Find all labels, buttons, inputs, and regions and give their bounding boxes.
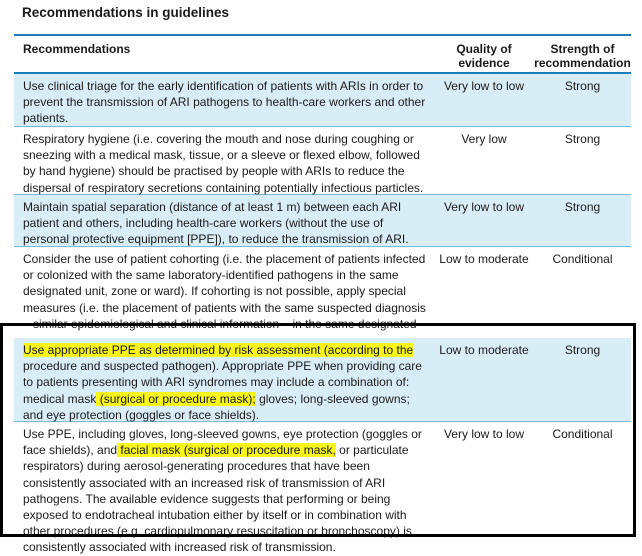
- quality-cell: Very low: [461, 132, 507, 146]
- table-row: [14, 422, 631, 555]
- table-row: [14, 127, 631, 195]
- recommendation-text: Use clinical triage for the early identification of patients with ARIs in order to prevent the transmission of ARI pathogens to health-care workers and other patients.: [23, 79, 426, 126]
- header-recommendations: Recommendations: [23, 42, 131, 56]
- recommendations-table: [14, 34, 631, 555]
- table-row: [14, 247, 631, 335]
- highlighted-text: (surgical or procedure mask);: [96, 391, 256, 406]
- recommendation-text: Consider the use of patient cohorting (i.e. the placement of patients infected or colonized with the same laboratory-identified pathogens in the same designated unit, zone or ward). If cohorting is not possible, apply special measures (i.e. the placement of patients with the same suspected diagnosis – similar epidemiological and clinical information – in the same designated: [23, 252, 426, 331]
- recommendation-text: Use appropriate PPE as determined by risk assessment (according to the procedure and suspected pathogen). Appropriate PPE when providing care to patients presenting with ARI syndromes may include a combination of: medical mask (surgical or procedure mask); gloves; long-sleeved gowns; and eye protection (goggles or face shields).: [23, 343, 422, 422]
- quality-cell: Low to moderate: [439, 343, 529, 357]
- quality-cell: Low to moderate: [439, 252, 529, 266]
- highlighted-text: facial mask (surgical or procedure mask,: [117, 443, 336, 458]
- recommendation-text: Maintain spatial separation (distance of at least 1 m) between each ARI patient and others, including health-care workers (without the use of personal protective equipment [PPE]), to reduce the transmission of ARI.: [23, 200, 409, 247]
- quality-cell: Very low to low: [443, 200, 525, 214]
- header-quality-of-evidence: Quality of evidence: [456, 42, 512, 70]
- recommendation-text: Respiratory hygiene (i.e. covering the mouth and nose during coughing or sneezing with a medical mask, tissue, or a sleeve or flexed elbow, followed by hand hygiene) should be practised by people with ARIs to reduce the dispersal of respiratory secretions containing potentially infectious particles.: [23, 132, 424, 195]
- strength-cell: Conditional: [552, 427, 613, 441]
- strength-cell: Conditional: [552, 252, 613, 266]
- strength-cell: Strong: [564, 132, 601, 146]
- quality-cell: Very low to low: [443, 79, 525, 93]
- table-header: [14, 34, 631, 74]
- strength-cell: Strong: [564, 343, 601, 357]
- section-title: Recommendations in guidelines: [22, 5, 230, 20]
- strength-cell: Strong: [564, 79, 601, 93]
- header-strength-of-recommendation: Strength of recommendation: [534, 42, 631, 70]
- quality-cell: Very low to low: [443, 427, 525, 441]
- strength-cell: Strong: [564, 200, 601, 214]
- recommendation-text: Use PPE, including gloves, long-sleeved gowns, eye protection (goggles or face shields), and facial mask (surgical or procedure mask, or particulate respirators) during aerosol-generating procedures that have been consistently associated with an increased risk of transmission of ARI pathogens. The available evidence suggests that performing or being exposed to endotracheal intubation either by itself or in combination with other procedures (e.g. cardiopulmonary resuscitation or bronchoscopy) is consistently associated with increased risk of transmission.: [23, 427, 422, 555]
- table-row: [14, 74, 631, 127]
- highlighted-text: Use appropriate PPE as determined by risk assessment (according to the: [23, 343, 414, 357]
- table-row: [14, 338, 631, 422]
- table-row: [14, 195, 631, 247]
